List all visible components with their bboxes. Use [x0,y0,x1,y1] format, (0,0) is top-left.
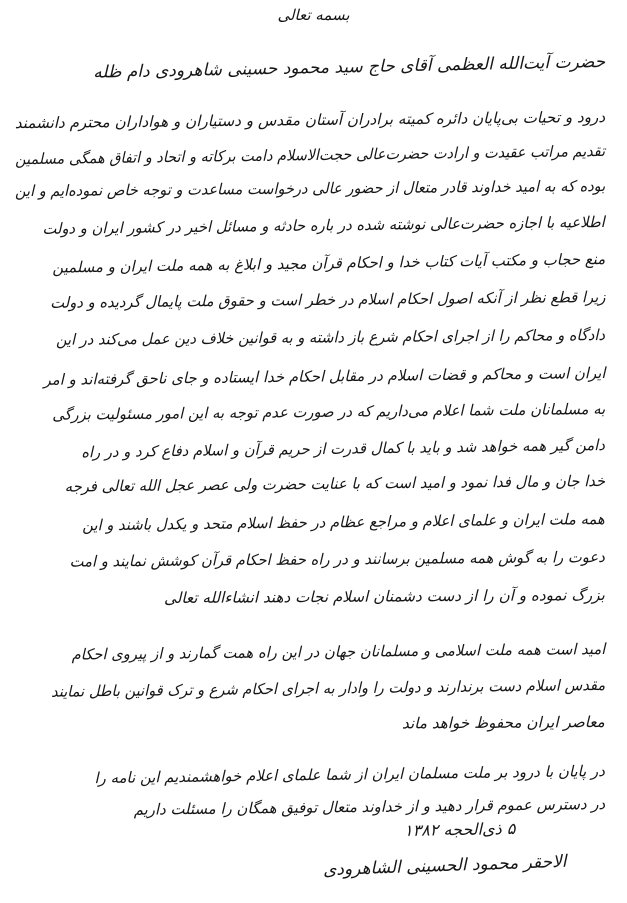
body-line: در پایان با درود بر ملت مسلمان ایران از شما علمای اعلام خواهشمندیم این نامه را [94,762,606,788]
body-line: دعوت را به گوش همه مسلمین برسانند و در راه حفظ احکام قرآن کوشش نمایند و امت [69,548,606,571]
body-line: بزرگ نموده و آن را از دست دشمنان اسلام نجات دهند انشاءالله تعالی [164,586,606,608]
body-line: زیرا قطع نظر از آنکه اصول احکام اسلام در خطر است و حقوق ملت پایمال گردیده و دولت [49,288,606,312]
body-line: معاصر ایران محفوظ خواهد ماند [402,713,606,733]
letter-date: ۵ ذی‌الحجه ۱۳۸۲ [403,819,516,840]
body-line: ایران است و محاکم و قضات اسلام در مقابل احکام خدا ایستاده و جای ناحق گرفته‌اند و امر [42,364,606,389]
body-line: تقدیم مراتب عقیدت و ارادت حضرت‌عالی حجت‌الاسلام دامت برکاته و اتحاد و اتفاق همگی مسلمین [14,142,606,169]
body-line: بوده که به امید خداوند قادر متعال از حضور عالی درخواست مساعدت و توجه خاص نموده‌ایم و این [14,177,606,201]
body-line: خدا جان و مال فدا نمود و امید است که با عنایت حضرت ولی عصر عجل الله تعالی فرجه [64,472,606,496]
body-line: اطلاعیه با اجازه حضرت‌عالی نوشته شده در باره حادثه و مسائل اخیر در کشور ایران و دولت [42,213,606,238]
body-line: دامن گیر همه خواهد شد و باید با کمال قدرت از حریم قرآن و اسلام دفاع کرد و در راه [81,436,606,462]
body-line: مقدس اسلام دست برندارند و دولت را وادار به اجرای احکام شرع و ترک قوانین باطل نمایند [50,676,606,701]
body-line: دادگاه و محاکم را از اجرای احکام شرع باز داشته و به قوانین خلاف دین عمل می‌کند در این [55,326,606,349]
signature: الاحقر محمود الحسینی الشاهرودی [323,851,568,881]
body-line: همه ملت ایران و علمای اعلام و مراجع عظام در حفظ اسلام متحد و یکدل باشند و این [82,510,606,535]
document-heading: بسمه تعالی [277,6,350,24]
salutation: حضرت آیت‌الله العظمی آقای حاج سید محمود حسینی شاهرودی دام ظله [92,52,606,83]
body-line: منع حجاب و مکتب آیات کتاب خدا و احکام قرآن مجید و ابلاغ به همه ملت ایران و مسلمین [52,250,606,277]
body-line: امید است همه ملت اسلامی و مسلمانان جهان در این راه همت گمارند و از پیروی احکام [71,640,606,664]
body-line: به مسلمانان ملت شما اعلام می‌داریم که در صورت عدم توجه به این امور مسئولیت بزرگی [51,400,606,424]
body-line: در دسترس عموم قرار دهید و از خداوند متعال توفیق همگان را مسئلت داریم [133,795,606,819]
body-line: درود و تحیات بی‌پایان دائره کمیته برادران آستان مقدس و دستیاران و هواداران محترم دانشمند [14,108,606,133]
